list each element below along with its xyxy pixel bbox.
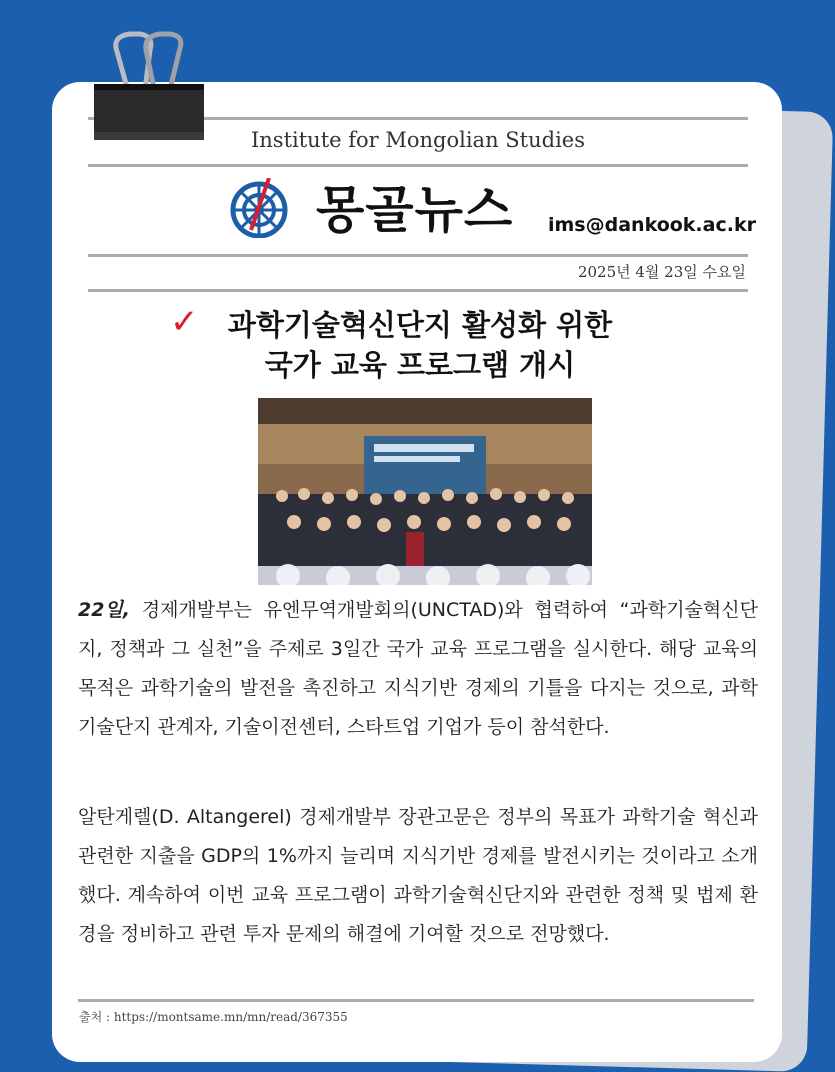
paragraph-1-text: 경제개발부는 유엔무역개발회의(UNCTAD)와 협력하여 “과학기술혁신단지, 정책과 그 실천”을 주제로 3일간 국가 교육 프로그램을 실시한다. 해당 교육의 목적은 과학기술의 발전을 촉진하고 지식기반 경제의 기틀을 다지는 것으로, 과학기술단지 관계자, 기술이전센터, 스타트업 기업가 등이 참석한다. <box>78 599 758 738</box>
contact-email: ims@dankook.ac.kr <box>548 214 756 236</box>
wheel-emblem-icon <box>229 178 289 238</box>
issue-date: 2025년 4월 23일 수요일 <box>577 263 746 281</box>
article-paragraph-2: 알탄게렐(D. Altangerel) 경제개발부 장관고문은 정부의 목표가 과학기술 혁신과 관련한 지출을 GDP의 1%까지 늘리며 지식기반 경제를 발전시키는 것이라고 소개했다. 계속하여 이번 교육 프로그램이 과학기술혁신단지와 관련한 정책 및 법제 환경을 정비하고 관련 투자 문제의 해결에 기여할 것으로 전망했다. <box>78 806 758 945</box>
title-upper-rule <box>88 164 748 167</box>
binder-clip-icon <box>86 28 212 154</box>
article-headline <box>160 305 680 385</box>
headline-line-2: 국가 교육 프로그램 개시 <box>264 348 576 382</box>
footer-rule <box>78 999 754 1002</box>
headline-line-1: 과학기술혁신단지 활성화 위한 <box>227 308 613 342</box>
title-lower-rule <box>88 254 748 257</box>
red-checkmark-icon: ✓ <box>170 302 199 342</box>
article-paragraph-1 <box>78 591 758 747</box>
newsletter-title: 몽골뉴스 <box>316 181 514 239</box>
group-photo-image <box>258 398 592 585</box>
date-lower-rule <box>88 289 748 292</box>
lead-date: 22일, <box>78 599 131 621</box>
source-citation: 출처 : https://montsame.mn/mn/read/367355 <box>79 1010 348 1024</box>
institute-name: Institute for Mongolian Studies <box>250 128 585 152</box>
